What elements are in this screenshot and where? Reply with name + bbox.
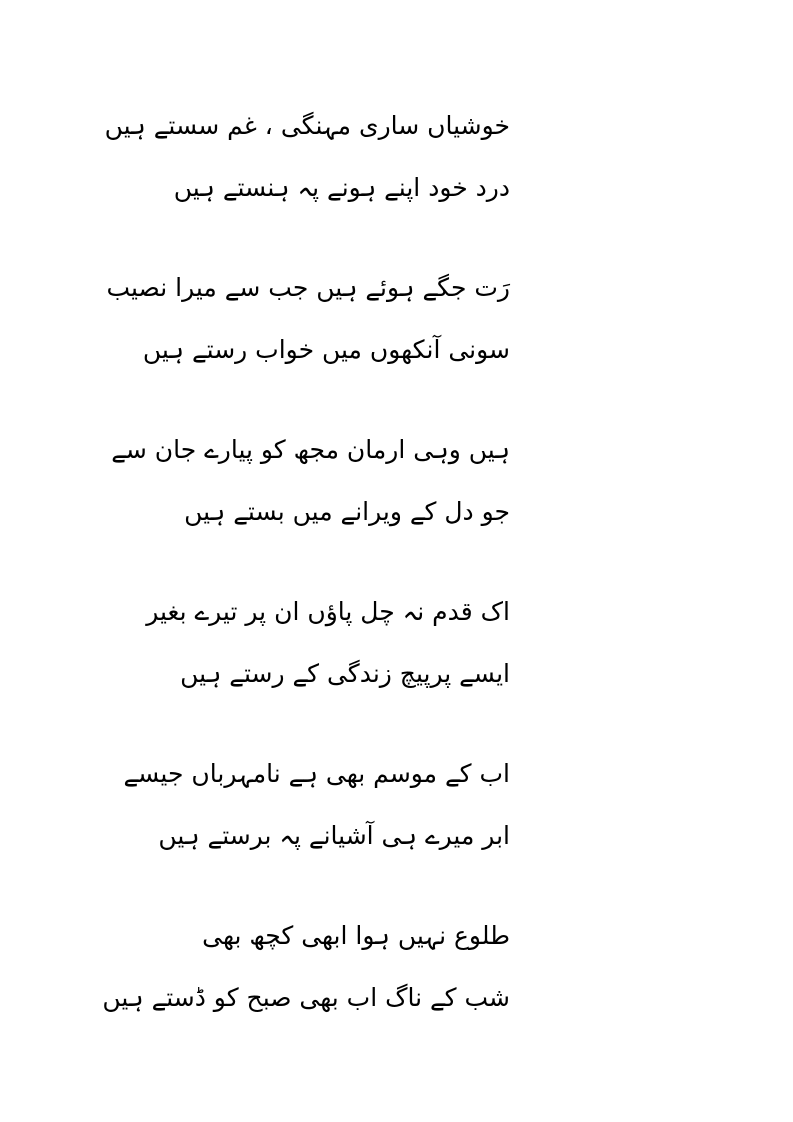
- stanza-4: [146, 597, 510, 760]
- stanza-3: [111, 435, 510, 598]
- poem-line: جو دل کے ویرانے میں بستے ہیں: [184, 497, 510, 526]
- poem-line: سونی آنکھوں میں خواب رستے ہیں: [142, 335, 510, 364]
- stanza-2: [106, 273, 510, 436]
- poem-line: شب کے ناگ اب بھی صبح کو ڈستے ہیں: [102, 983, 510, 1012]
- stanza-6: [102, 921, 510, 1084]
- poem-line: ایسے پرپیچ زندگی کے رستے ہیں: [180, 659, 510, 688]
- poem-line: اب کے موسم بھی ہے نامہرباں جیسے: [123, 759, 510, 788]
- poem-line: خوشیاں ساری مہنگی ، غم سستے ہیں: [104, 111, 510, 140]
- stanza-1: [104, 111, 510, 274]
- poem-line: درد خود اپنے ہونے پہ ہنستے ہیں: [173, 173, 510, 202]
- poem-line: ہیں وہی ارمان مجھ کو پیارے جان سے: [111, 435, 510, 464]
- poem-line: ابر میرے ہی آشیانے پہ برستے ہیں: [158, 821, 510, 850]
- poem: [102, 111, 510, 1084]
- poem-line: طلوع نہیں ہوا ابھی کچھ بھی: [202, 921, 510, 950]
- poem-line: اک قدم نہ چل پاؤں ان پر تیرے بغیر: [146, 597, 510, 626]
- stanza-5: [123, 759, 510, 922]
- poem-line: رَت جگے ہوئے ہیں جب سے میرا نصیب: [106, 273, 510, 302]
